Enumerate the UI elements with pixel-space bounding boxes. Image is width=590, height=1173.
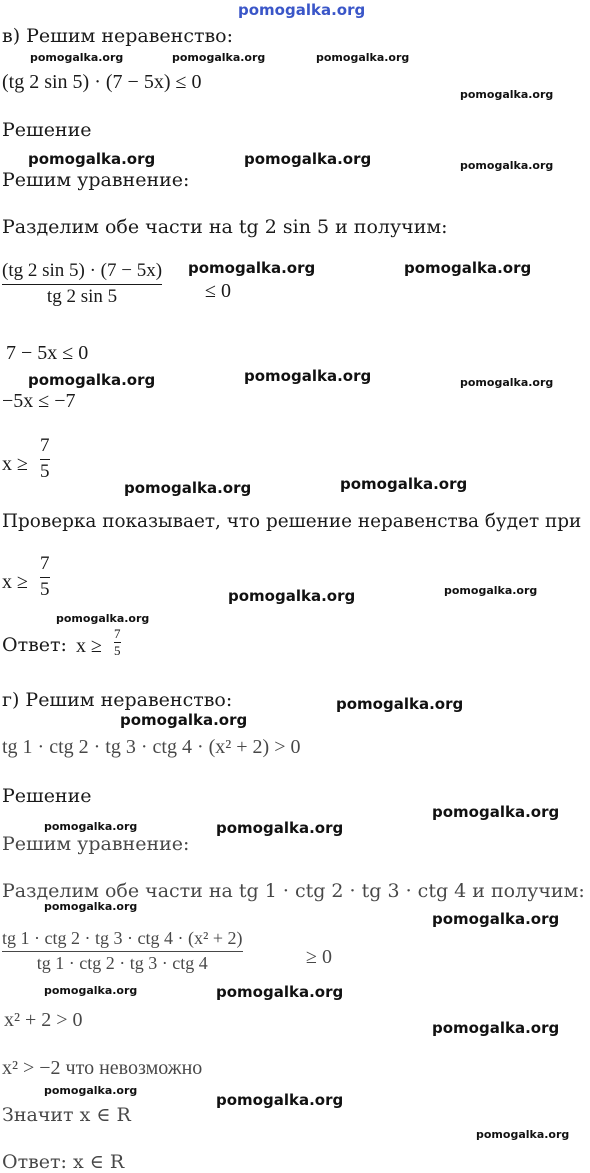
- watermark: pomogalka.org: [216, 983, 344, 1001]
- part-g-step1: x² + 2 > 0: [4, 1009, 83, 1031]
- fraction-denominator: tg 1 · ctg 2 · tg 3 · ctg 4: [36, 952, 208, 973]
- part-v-fraction-relation: ≤ 0: [205, 280, 231, 302]
- watermark: pomogalka.org: [216, 1091, 344, 1109]
- part-v-step3-lhs: x ≥: [2, 453, 28, 475]
- part-g-answer: Ответ: x ∈ R: [2, 1151, 125, 1173]
- watermark: pomogalka.org: [460, 376, 554, 389]
- part-v-answer-fraction: [114, 627, 121, 659]
- watermark: pomogalka.org: [188, 259, 316, 277]
- watermark: pomogalka.org: [444, 584, 538, 597]
- part-v-fraction: [2, 261, 162, 308]
- part-v-divide-text: Разделим обе части на tg 2 sin 5 и получим:: [2, 216, 448, 238]
- part-g-divide-text: Разделим обе части на tg 1 · ctg 2 · tg 3 · ctg 4 и получим:: [2, 880, 585, 902]
- watermark: pomogalka.org: [460, 159, 554, 172]
- watermark: pomogalka.org: [44, 984, 138, 997]
- part-g-heading: г) Решим неравенство:: [2, 689, 233, 711]
- watermark: pomogalka.org: [56, 612, 150, 625]
- watermark: pomogalka.org: [228, 587, 356, 605]
- fraction-denominator: tg 2 sin 5: [46, 285, 118, 307]
- fraction-denominator: 5: [40, 578, 50, 600]
- fraction-bar: [2, 284, 162, 285]
- watermark: pomogalka.org: [44, 900, 138, 913]
- part-g-solution-label: Решение: [2, 785, 92, 807]
- fraction-numerator: 7: [40, 553, 50, 574]
- part-v-inequality: (tg 2 sin 5) · (7 − 5x) ≤ 0: [2, 71, 202, 93]
- part-g-fraction-relation: ≥ 0: [306, 946, 332, 968]
- fraction-denominator: 5: [114, 643, 121, 659]
- watermark: pomogalka.org: [316, 51, 410, 64]
- fraction-numerator: tg 1 · ctg 2 · tg 3 · ctg 4 · (x² + 2): [2, 928, 243, 948]
- watermark: pomogalka.org: [44, 1084, 138, 1097]
- watermark: pomogalka.org: [340, 475, 468, 493]
- fraction-bar: [40, 577, 50, 578]
- fraction-numerator: 7: [40, 435, 50, 456]
- watermark: pomogalka.org: [476, 1128, 570, 1141]
- part-v-check-lhs: x ≥: [2, 571, 28, 593]
- part-v-answer-lhs: x ≥: [76, 635, 102, 657]
- watermark: pomogalka.org: [28, 371, 156, 389]
- watermark: pomogalka.org: [30, 51, 124, 64]
- fraction-bar: [2, 951, 243, 952]
- top-watermark[interactable]: pomogalka.org: [238, 1, 366, 19]
- part-v-check-fraction: [40, 554, 50, 601]
- fraction-denominator: 5: [40, 460, 50, 482]
- watermark: pomogalka.org: [336, 695, 464, 713]
- fraction-numerator: (tg 2 sin 5) · (7 − 5x): [2, 260, 163, 281]
- watermark: pomogalka.org: [432, 803, 560, 821]
- watermark: pomogalka.org: [404, 259, 532, 277]
- watermark: pomogalka.org: [120, 711, 248, 729]
- part-v-check-text: Проверка показывает, что решение неравенства будет при: [2, 511, 582, 532]
- part-g-fraction: [2, 929, 243, 974]
- watermark: pomogalka.org: [244, 367, 372, 385]
- watermark: pomogalka.org: [124, 479, 252, 497]
- watermark: pomogalka.org: [172, 51, 266, 64]
- part-g-step2: x² > −2 что невозможно: [2, 1057, 203, 1079]
- part-v-solution-label: Решение: [2, 119, 92, 141]
- fraction-numerator: 7: [114, 626, 121, 641]
- watermark: pomogalka.org: [432, 910, 560, 928]
- part-v-step2: −5x ≤ −7: [2, 390, 76, 412]
- part-g-solve-equation: Решим уравнение:: [2, 833, 190, 855]
- part-v-answer-prefix: Ответ:: [2, 634, 67, 656]
- watermark: pomogalka.org: [44, 820, 138, 833]
- part-v-step3-fraction: [40, 436, 50, 483]
- watermark: pomogalka.org: [432, 1019, 560, 1037]
- watermark: pomogalka.org: [244, 150, 372, 168]
- watermark: pomogalka.org: [216, 819, 344, 837]
- part-v-step1: 7 − 5x ≤ 0: [6, 342, 89, 364]
- part-g-conclusion: Значит x ∈ R: [2, 1104, 131, 1126]
- part-v-heading: в) Решим неравенство:: [2, 25, 234, 47]
- part-v-solve-equation: Решим уравнение:: [2, 169, 190, 191]
- fraction-bar: [40, 459, 50, 460]
- watermark: pomogalka.org: [28, 150, 156, 168]
- part-g-inequality: tg 1 · ctg 2 · tg 3 · ctg 4 · (x² + 2) > 0: [2, 736, 301, 758]
- watermark: pomogalka.org: [460, 88, 554, 101]
